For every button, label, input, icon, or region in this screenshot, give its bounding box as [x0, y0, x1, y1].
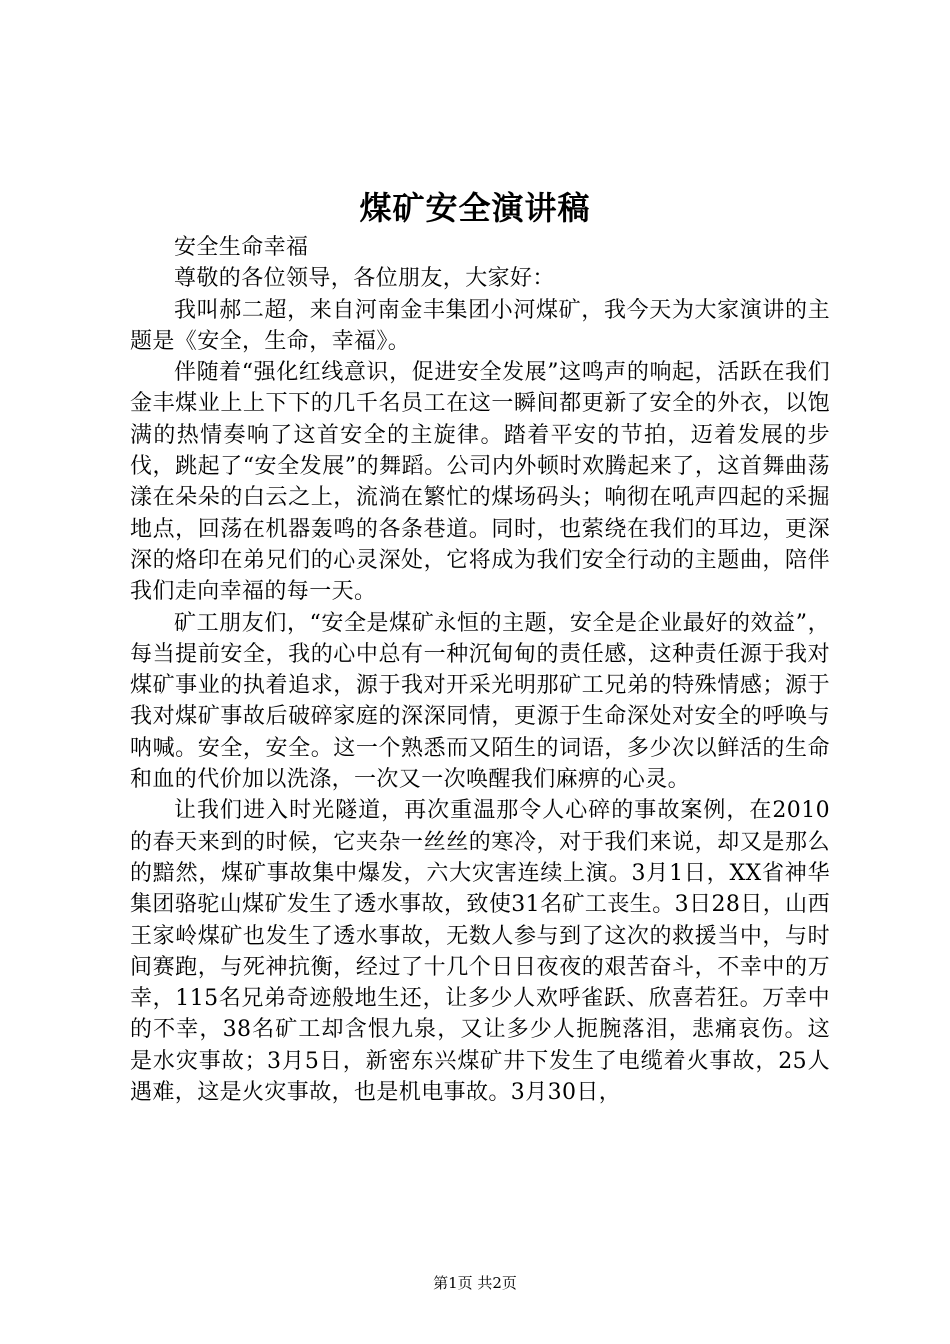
paragraph-greeting: 尊敬的各位领导，各位朋友，大家好： — [174, 266, 555, 292]
paragraph-body: 让我们进入时光隧道，再次重温那令人心碎的事故案例，在2010的春天来到的时候，它夹杂一丝丝的寒冷，对于我们来说，却又是那么的黯然，煤矿事故集中爆发，六大灾害连续上演。3月1日，XX省神华集团骆驼山煤矿发生了透水事故，致使31名矿工丧生。3日28日，山西王家岭煤矿也发生了透水事故，无数人参与到了这次的救援当中，与时间赛跑，与死神抗衡，经过了十几个日日夜夜的艰苦奋斗，不幸中的万幸，115名兄弟奇迹般地生还，让多少人欢呼雀跃、欣喜若狂。万幸中的不幸，38名矿工却含恨九泉，又让多少人扼腕落泪，悲痛哀伤。这是水灾事故；3月5日，新密东兴煤矿井下发生了电缆着火事故，25人遇难，这是火灾事故，也是机电事故。3月30日， — [130, 798, 830, 1106]
paragraph-subtitle: 安全生命幸福 — [174, 235, 309, 260]
paragraph-body: 伴随着“强化红线意识，促进安全发展”这鸣声的响起，活跃在我们金丰煤业上上下下的几千名员工在这一瞬间都更新了安全的外衣，以饱满的热情奏响了这首安全的主旋律。踏着平安的节拍，迈着发展的步伐，跳起了“安全发展”的舞蹈。公司内外顿时欢腾起来了，这首舞曲荡漾在朵朵的白云之上，流淌在繁忙的煤场码头；响彻在吼声四起的采掘地点，回荡在机器轰鸣的各条巷道。同时，也萦绕在我们的耳边，更深深的烙印在弟兄们的心灵深处，它将成为我们安全行动的主题曲，陪伴我们走向幸福的每一天。 — [130, 360, 830, 605]
paragraph-body: 矿工朋友们，“安全是煤矿永恒的主题，安全是企业最好的效益”，每当提前安全，我的心中总有一种沉甸甸的责任感，这种责任源于我对煤矿事业的执着追求，源于我对开采光明那矿工兄弟的特殊情感；源于我对煤矿事故后破碎家庭的深深同情，更源于生命深处对安全的呼唤与呐喊。安全，安全。这一个熟悉而又陌生的词语，多少次以鲜活的生命和血的代价加以洗涤，一次又一次唤醒我们麻痹的心灵。 — [130, 610, 830, 793]
document-body — [130, 232, 830, 1108]
document-title: 煤矿安全演讲稿 — [359, 189, 591, 227]
page-footer: 第1页 共2页 — [433, 1274, 517, 1292]
paragraph-intro: 我叫郝二超，来自河南金丰集团小河煤矿，我今天为大家演讲的主题是《安全，生命，幸福》。 — [130, 297, 830, 354]
